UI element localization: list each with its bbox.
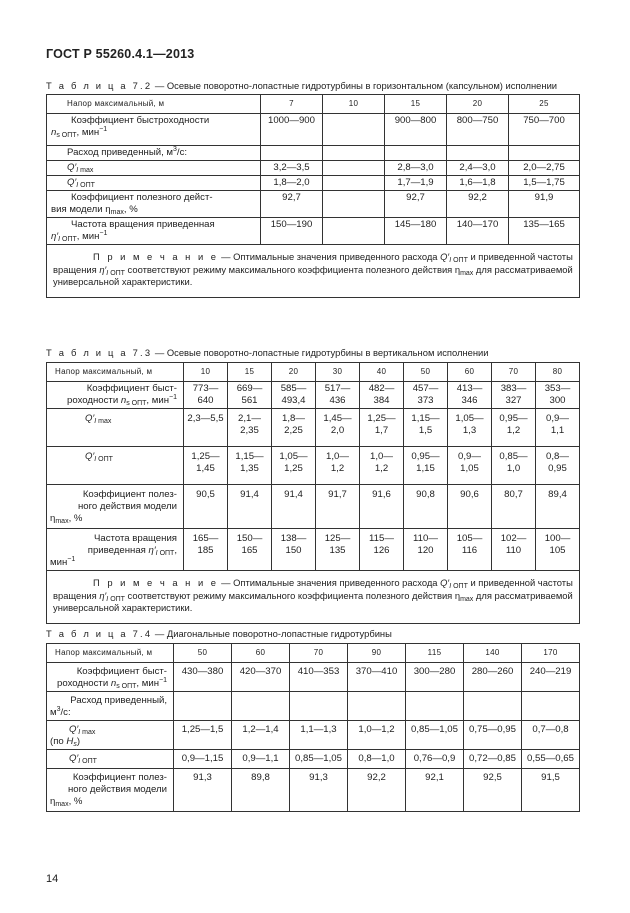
head-value: 60 (232, 644, 290, 663)
table-cell: 92,7 (385, 191, 447, 218)
table-cell: 89,8 (232, 769, 290, 812)
table-7-4-caption-text: — Диагональные поворотно-лопастные гидротурбины (152, 628, 392, 639)
table-cell: 0,76—0,9 (406, 750, 464, 769)
table-row-rotation (47, 529, 580, 571)
table-7-2 (46, 94, 580, 298)
head-value: 80 (536, 363, 580, 382)
table-cell: 0,9—1,15 (174, 750, 232, 769)
table-cell: 91,4 (272, 485, 316, 529)
table-cell (385, 146, 447, 161)
table-cell (323, 191, 385, 218)
table-cell: 280—260 (464, 663, 522, 692)
head-value: 60 (448, 363, 492, 382)
row-label (47, 663, 174, 692)
label-line: вия модели $\eta_{max}$, % (51, 204, 138, 216)
label-line: $Q'_I$ $_{max}$ (69, 724, 96, 736)
table-row-speed (47, 663, 580, 692)
head-value: 70 (290, 644, 348, 663)
row-label (47, 529, 184, 571)
row-label (47, 769, 174, 812)
head-value: 50 (174, 644, 232, 663)
table-cell: 240—219 (522, 663, 580, 692)
label-line: ного действия модели (67, 784, 167, 795)
label-line: роходности $n_{s ОПТ}$, мин$^{-1}$ (57, 677, 167, 690)
table-cell: 91,7 (316, 485, 360, 529)
table-cell: 1,5—1,75 (509, 176, 580, 191)
table-cell: 91,4 (228, 485, 272, 529)
table-cell: 585— 493,4 (272, 382, 316, 409)
table-cell: 1,0— 1,2 (316, 447, 360, 485)
table-cell: 383— 327 (492, 382, 536, 409)
label-line: Расход приведенный, (70, 695, 167, 706)
table-cell: 138— 150 (272, 529, 316, 571)
note-text: — Оптимальные значения приведенного расхода (218, 251, 441, 262)
table-cell (323, 218, 385, 245)
table-cell: 457— 373 (404, 382, 448, 409)
row-label (47, 114, 261, 146)
table-row-speed (47, 114, 580, 146)
label-line: Коэффициент быстроходности (71, 115, 210, 126)
label-line: ного действия модели (77, 501, 177, 512)
document-header: ГОСТ Р 55260.4.1—2013 (46, 47, 195, 61)
label-line: $\eta_{max}$, % (50, 796, 83, 808)
table-row-note (47, 245, 580, 298)
label-text: роходности (67, 395, 119, 406)
table-cell: 1,05— 1,3 (448, 409, 492, 447)
table-cell: 91,3 (174, 769, 232, 812)
row-label: $Q'_I$ $_{max}$ (47, 161, 261, 176)
table-cell (464, 692, 522, 721)
note-title: П р и м е ч а н и е (93, 577, 219, 588)
row-label: Расход приведенный, $м^3/с$: (47, 146, 261, 161)
table-cell: 92,7 (261, 191, 323, 218)
table-cell: 92,2 (348, 769, 406, 812)
row-label: $Q'_I$ $_{ОПТ}$ (47, 750, 174, 769)
table-cell: 135—165 (509, 218, 580, 245)
label-text: вия модели (51, 204, 103, 215)
table-cell: 0,55—0,65 (522, 750, 580, 769)
note-cell: П р и м е ч а н и е — Оптимальные значения приведенного расхода $Q'_I$ $_{ОПТ}$ и приведенной частоты вращения $\eta'_I$ $_{ОПТ}$ соответствуют режиму максимального коэффициента полезного действия $\eta_{max}$ для рассматриваемой универсальной характеристики. (47, 245, 580, 298)
table-cell: 91,9 (509, 191, 580, 218)
table-cell: 1,0—1,2 (348, 721, 406, 750)
table-cell: 110— 120 (404, 529, 448, 571)
head-value: 15 (228, 363, 272, 382)
label-line: $м^3/с$: (50, 706, 71, 718)
note-text: соответствуют режиму максимального коэффициента полезного действия (124, 263, 455, 275)
table-row-q-max (47, 721, 580, 750)
table-7-2-caption-prefix: Т а б л и ц а 7.2 (46, 80, 153, 91)
table-cell: 2,4—3,0 (447, 161, 509, 176)
label-line: роходности $n_{s ОПТ}$, мин$^{-1}$ (67, 394, 177, 407)
table-cell (406, 692, 464, 721)
head-value: 40 (360, 363, 404, 382)
table-7-2-caption-text: — Осевые поворотно-лопастные гидротурбины в горизонтальном (капсульном) исполнении (152, 80, 558, 91)
table-cell: 140—170 (447, 218, 509, 245)
table-cell: 1,45— 2,0 (316, 409, 360, 447)
table-row-q-max (47, 161, 580, 176)
label-text: роходности (57, 678, 109, 689)
table-cell: 91,5 (522, 769, 580, 812)
note-title: П р и м е ч а н и е (93, 251, 219, 262)
table-row-note (47, 571, 580, 624)
table-row-q-opt (47, 447, 580, 485)
table-7-4 (46, 643, 580, 812)
row-label (47, 382, 184, 409)
table-cell: 0,8—1,0 (348, 750, 406, 769)
table-cell: 0,85—1,05 (406, 721, 464, 750)
table-cell: 3,2—3,5 (261, 161, 323, 176)
table-row-q-opt (47, 750, 580, 769)
label-line: Коэффициент быст- (86, 383, 177, 394)
table-cell: 300—280 (406, 663, 464, 692)
table-cell (261, 146, 323, 161)
table-7-3-caption-prefix: Т а б л и ц а 7.3 (46, 347, 153, 358)
table-cell (232, 692, 290, 721)
table-cell: 2,0—2,75 (509, 161, 580, 176)
head-value: 10 (323, 95, 385, 114)
table-cell: 1,15— 1,5 (404, 409, 448, 447)
head-value: 20 (447, 95, 509, 114)
table-row-head (47, 363, 580, 382)
table-cell: 115— 126 (360, 529, 404, 571)
table-cell: 0,8— 0,95 (536, 447, 580, 485)
table-cell: 165— 185 (184, 529, 228, 571)
head-value: 140 (464, 644, 522, 663)
label-line: Коэффициент полез- (82, 489, 177, 500)
row-label (47, 191, 261, 218)
table-row-efficiency (47, 769, 580, 812)
table-cell: 89,4 (536, 485, 580, 529)
table-cell: 370—410 (348, 663, 406, 692)
table-cell (509, 146, 580, 161)
table-row-head (47, 95, 580, 114)
table-cell (290, 692, 348, 721)
label-text: приведенная (87, 545, 146, 556)
head-value: 90 (348, 644, 406, 663)
table-cell: 91,6 (360, 485, 404, 529)
table-cell: 413— 346 (448, 382, 492, 409)
table-cell: 430—380 (174, 663, 232, 692)
table-7-4-caption (46, 628, 392, 639)
page-number: 14 (46, 873, 59, 885)
head-value: 20 (272, 363, 316, 382)
table-cell (323, 176, 385, 191)
table-cell: 90,6 (448, 485, 492, 529)
table-cell (323, 114, 385, 146)
label-text: Расход приведенный, м (67, 147, 174, 158)
head-label: Напор максимальный, м (47, 95, 261, 114)
table-cell: 2,1— 2,35 (228, 409, 272, 447)
head-value: 170 (522, 644, 580, 663)
row-label (47, 692, 174, 721)
table-cell: 150—190 (261, 218, 323, 245)
table-cell: 1,05— 1,25 (272, 447, 316, 485)
table-cell: 0,95— 1,2 (492, 409, 536, 447)
table-cell: 91,3 (290, 769, 348, 812)
table-cell: 92,1 (406, 769, 464, 812)
label-text: мин (50, 557, 68, 568)
table-cell: 900—800 (385, 114, 447, 146)
table-row-efficiency (47, 485, 580, 529)
table-cell: 125— 135 (316, 529, 360, 571)
table-7-3 (46, 362, 580, 624)
label-text: (по (50, 736, 67, 747)
table-cell: 1,8—2,0 (261, 176, 323, 191)
table-cell (323, 146, 385, 161)
table-row-q-opt (47, 176, 580, 191)
label-line: мин$^{-1}$ (50, 556, 76, 568)
note-text: для рассматриваемой универсальной характеристики. (53, 589, 573, 613)
head-value: 50 (404, 363, 448, 382)
head-value: 25 (509, 95, 580, 114)
table-cell: 92,2 (447, 191, 509, 218)
table-cell: 0,7—0,8 (522, 721, 580, 750)
table-cell: 145—180 (385, 218, 447, 245)
note-text: — Оптимальные значения приведенного расхода (218, 577, 441, 588)
label-line: Частота вращения (94, 533, 177, 544)
table-7-3-caption (46, 347, 489, 358)
table-cell: 80,7 (492, 485, 536, 529)
table-row-speed (47, 382, 580, 409)
table-cell: 2,8—3,0 (385, 161, 447, 176)
label-line: Частота вращения приведенная (71, 219, 215, 230)
row-label (47, 218, 261, 245)
table-cell: 0,9— 1,1 (536, 409, 580, 447)
table-row-flow (47, 692, 580, 721)
table-cell: 0,72—0,85 (464, 750, 522, 769)
table-cell: 773— 640 (184, 382, 228, 409)
table-row-flow (47, 146, 580, 161)
row-label (47, 485, 184, 529)
table-row-efficiency (47, 191, 580, 218)
table-cell: 92,5 (464, 769, 522, 812)
table-cell: 1000—900 (261, 114, 323, 146)
label-line: Коэффициент полез- (72, 772, 167, 783)
table-cell: 0,95— 1,15 (404, 447, 448, 485)
table-cell: 0,85—1,05 (290, 750, 348, 769)
head-value: 10 (184, 363, 228, 382)
table-cell: 102— 110 (492, 529, 536, 571)
table-cell: 0,85— 1,0 (492, 447, 536, 485)
table-cell: 1,7—1,9 (385, 176, 447, 191)
table-cell: 1,25—1,5 (174, 721, 232, 750)
label-line: приведенная $\eta'_I$ $_{ОПТ}$, (87, 545, 177, 557)
table-cell: 90,5 (184, 485, 228, 529)
table-cell: 1,6—1,8 (447, 176, 509, 191)
table-cell: 517— 436 (316, 382, 360, 409)
table-cell (348, 692, 406, 721)
table-7-4-caption-prefix: Т а б л и ц а 7.4 (46, 628, 153, 639)
note-text: и приведенной частоты вращения (53, 251, 573, 275)
note-text: для рассматриваемой универсальной характеристики. (53, 263, 573, 287)
table-7-3-caption-text: — Осевые поворотно-лопастные гидротурбины в вертикальном исполнении (152, 347, 489, 358)
table-row-rotation (47, 218, 580, 245)
note-cell: П р и м е ч а н и е — Оптимальные значения приведенного расхода $Q'_I$ $_{ОПТ}$ и приведенной частоты вращения $\eta'_I$ $_{ОПТ}$ соответствуют режиму максимального коэффициента полезного действия $\eta_{max}$ для рассматриваемой универсальной характеристики. (47, 571, 580, 624)
table-cell: 150— 165 (228, 529, 272, 571)
table-cell: 0,75—0,95 (464, 721, 522, 750)
table-cell: 1,0— 1,2 (360, 447, 404, 485)
note-text: соответствуют режиму максимального коэффициента полезного действия (124, 589, 455, 601)
table-cell: 90,8 (404, 485, 448, 529)
head-label: Напор максимальный, м (47, 644, 174, 663)
row-label (47, 721, 174, 750)
table-cell: 1,1—1,3 (290, 721, 348, 750)
head-label: Напор максимальный, м (47, 363, 184, 382)
table-cell: 750—700 (509, 114, 580, 146)
label-line: $\eta_{max}$, % (50, 513, 83, 525)
head-value: 70 (492, 363, 536, 382)
table-cell: 105— 116 (448, 529, 492, 571)
table-row-head (47, 644, 580, 663)
table-cell: 1,2—1,4 (232, 721, 290, 750)
table-cell: 420—370 (232, 663, 290, 692)
note-text: и приведенной частоты вращения (53, 577, 573, 601)
label-line: $n_{s ОПТ}$, мин$^{-1}$ (51, 126, 108, 139)
row-label: $Q'_I$ $_{ОПТ}$ (47, 176, 261, 191)
table-cell (174, 692, 232, 721)
table-cell: 800—750 (447, 114, 509, 146)
row-label: $Q'_I$ $_{ОПТ}$ (47, 447, 184, 485)
table-cell (323, 161, 385, 176)
table-cell: 0,9— 1,05 (448, 447, 492, 485)
head-value: 15 (385, 95, 447, 114)
head-value: 30 (316, 363, 360, 382)
table-cell: 100— 105 (536, 529, 580, 571)
row-label: $Q'_I$ $_{max}$ (47, 409, 184, 447)
table-row-q-max (47, 409, 580, 447)
table-cell: 353— 300 (536, 382, 580, 409)
table-cell (522, 692, 580, 721)
table-cell: 1,15— 1,35 (228, 447, 272, 485)
table-7-2-caption (46, 80, 557, 91)
label-line: Коэффициент полезного дейст- (71, 192, 213, 203)
label-line: $\eta'_I$ $_{ОПТ}$, мин$^{-1}$ (51, 230, 108, 243)
label-text: м (50, 707, 57, 718)
label-line: (по $H_s$) (50, 736, 81, 748)
table-cell: 1,8— 2,25 (272, 409, 316, 447)
table-cell: 410—353 (290, 663, 348, 692)
table-cell: 1,25— 1,7 (360, 409, 404, 447)
table-cell: 1,25— 1,45 (184, 447, 228, 485)
label-line: Коэффициент быст- (76, 666, 167, 677)
table-cell (447, 146, 509, 161)
table-cell: 669— 561 (228, 382, 272, 409)
table-cell: 482— 384 (360, 382, 404, 409)
table-cell: 0,9—1,1 (232, 750, 290, 769)
head-value: 7 (261, 95, 323, 114)
table-cell: 2,3—5,5 (184, 409, 228, 447)
head-value: 115 (406, 644, 464, 663)
